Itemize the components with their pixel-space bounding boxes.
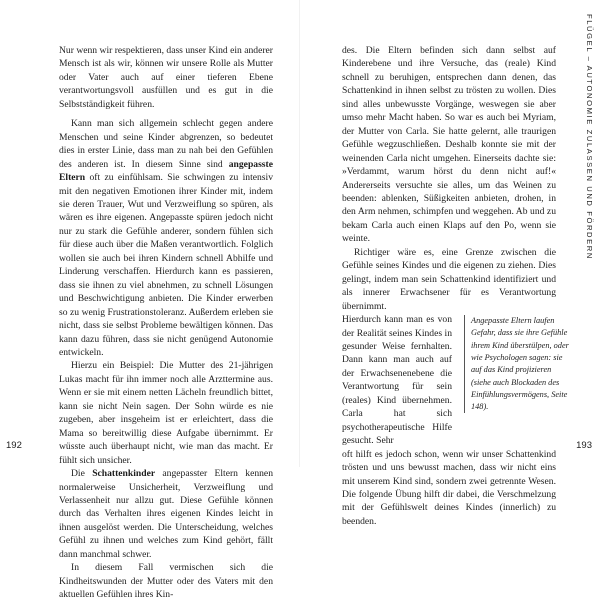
- paragraph: Hierdurch kann man es von der Realität seines Kindes in gesunder Weise fernhalten. Dann kann man auch auf der Erwachsenenebene die Verantwortung für sein (reales) Kind übernehmen. Carla hat sich psychotherapeutische Hilfe gesucht. Sehr: [342, 314, 452, 447]
- margin-note: Angepasste Eltern laufen Gefahr, dass sie ihre Gefühle ihrem Kind überstülpen, oder wie Psychologen sagen: sie auf das Kind projizieren (siehe auch Blockaden des Einfühlungsvermögens, Seite 148).: [464, 315, 571, 413]
- paragraph: Hierzu ein Beispiel: Die Mutter des 21-jährigen Lukas macht für ihn immer noch alle Arzttermine aus. Wenn er sie mit einem netten Lächeln freundlich bittet, kann sie nicht Nein sagen. Der Sohn würde es nie zugeben, aber insgeheim ist er erleichtert, dass die Mama so bereitwillig diese Aufgabe übernimmt. Er wüsste auch überhaupt nicht, wie man das macht. Er fühlt sich unsicher.: [59, 360, 273, 466]
- paragraph: des. Die Eltern befinden sich dann selbst auf Kinderebene und ihre Versuche, das (reale) Kind schnell zu beruhigen, entsprechen dann denen, das Schattenkind in ihnen selbst zu trösten zu wollen. Dies sind alles unbewusste Vorgänge, weswegen sie aber umso mehr Macht haben. So war es auch bei Myriam, der Mutter von Carla. Sie hatte gelernt, alle traurigen Gefühle wegzuschließen. Deshalb konnte sie mit der weinenden Carla nicht umgehen. Einerseits dachte sie: »Verdammt, warum hörst du denn nicht auf!« Andererseits versuchte sie alles, um das Weinen zu beenden: ablenken, Süßigkeiten anbieten, drohen, in den Arm nehmen, schimpfen und weggehen. Ab und zu bekam Carla auch einen Klaps auf den Po, wenn sie weinte.: [342, 45, 556, 245]
- paragraph: Die Schattenkinder angepasster Eltern kennen normalerweise Unsicherheit, Verzweiflung und Verlassenheit nur allzu gut. Diese Gefühle können durch das Verhalten ihres eigenen Kindes leicht in ihnen ausgelöst werden. Die Unterscheidung, welches Gefühl zu ihnen und welches zum Kind gehört, fällt dann manchmal schwer.: [59, 468, 273, 560]
- running-header: FLÜGEL – AUTONOMIE ZULASSEN UND FÖRDERN: [585, 14, 594, 260]
- paragraph: In diesem Fall vermischen sich die Kindheitswunden der Mutter oder des Vaters mit den aktuellen Gefühlen ihres Kin-: [59, 562, 273, 601]
- paragraph: Nur wenn wir respektieren, dass unser Kind ein anderer Mensch ist als wir, können wir unsere Rolle als Mutter oder Vater auch auf einer tieferen Ebene verantwortungsvoll ausfüllen und es gut in die Selbstständigkeit führen.: [59, 45, 273, 110]
- term-schattenkinder: Schattenkinder: [92, 468, 156, 480]
- paragraph: Richtiger wäre es, eine Grenze zwischen die Gefühle seines Kindes und die eigenen zu ziehen. Dies gelingt, indem man sein Schattenkind identifiziert und als innerer Erwachsener für es Verantwortung übernimmt.: [342, 246, 556, 312]
- right-page: [300, 0, 600, 527]
- paragraph: Kann man sich allgemein schlecht gegen andere Menschen und seine Kinder abgrenzen, so bedeutet dies in erster Linie, dass man zu nah bei den Gefühlen des anderen ist. In diesem Sinne sind angepasste Eltern oft zu einfühlsam. Sie schwingen zu intensiv mit den negativen Emotionen ihrer Kinder mit, indem sie deren Trauer, Wut und Verzweiflung so spüren, als wären es ihre eigenen. Angepasste spüren jedoch nicht nur zu stark die Gefühle anderer, sondern fühlen sich für diese auch über die Maßen verantwortlich. Folglich wollen sie auch bei ihren Kindern schnell Abhilfe und Linderung verschaffen. Hierdurch kann es passieren, dass sie ihnen zu viel abnehmen, zu schnell Lösungen und Beschwichtigung anbieten. Die Kinder erwerben so zu wenig Frustrationstoleranz. Außerdem erleben sie nicht, dass sie selbst Probleme bewältigen können. Das kann dazu führen, dass sie nicht genügend Autonomie entwickeln.: [59, 118, 273, 358]
- term-angepasste-eltern: angepasste Eltern: [59, 158, 273, 184]
- paragraph: oft hilft es jedoch schon, wenn wir unser Schattenkind trösten und uns bewusst machen, dass wir nicht eins mit unserem Kind sind, sondern zwei getrennte Wesen. Die folgende Übung hilft dir dabei, die Verschmelzung mit der Gefühlswelt deines Kindes (innerlich) zu beenden.: [342, 448, 556, 527]
- page-number-left: 192: [6, 440, 22, 451]
- left-text-column: [59, 44, 273, 602]
- left-page: [0, 0, 300, 601]
- page-number-right: 193: [576, 440, 592, 451]
- right-text-column: [342, 44, 569, 528]
- paragraph-with-sidenote: [342, 313, 569, 448]
